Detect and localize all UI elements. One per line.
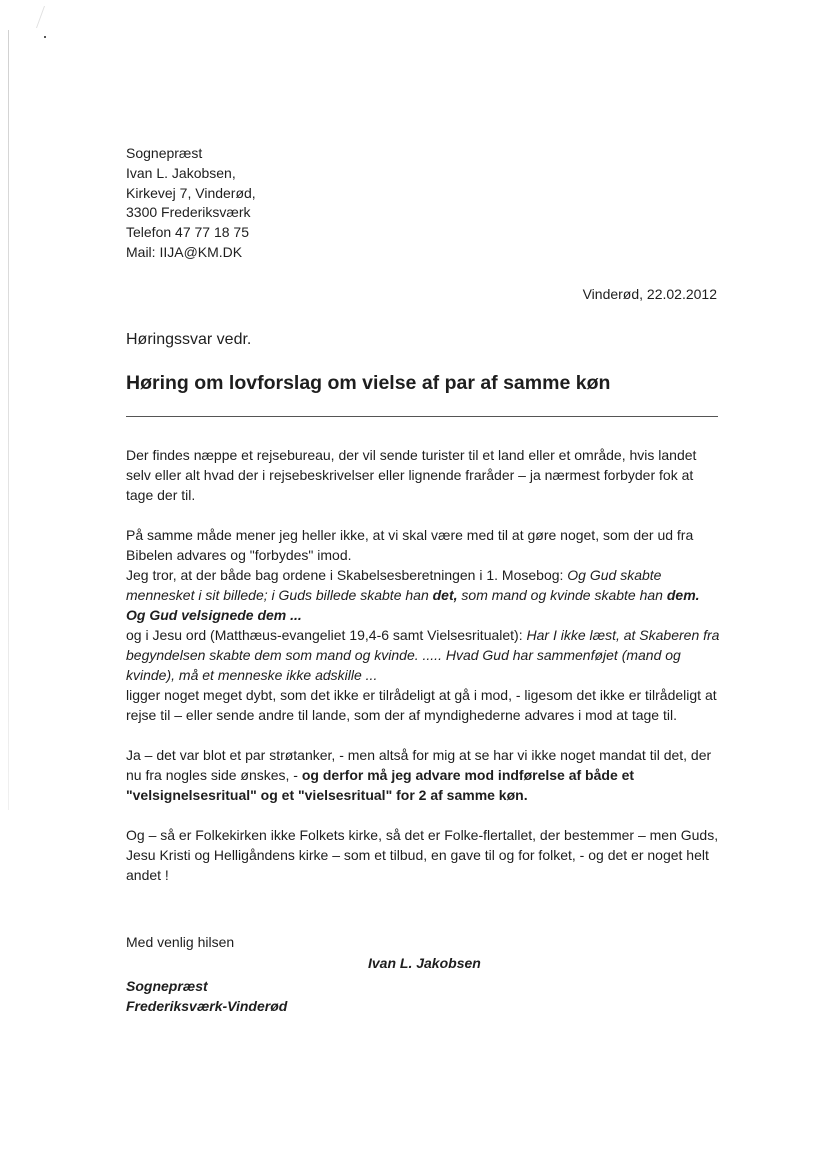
signature-role-block (126, 976, 287, 1016)
paragraph-4-warning: og derfor må jeg advare mod indførelse af både et "velsignelsesritual" og et "vielsesritual" for 2 af samme køn. (126, 767, 635, 803)
title-divider (126, 416, 718, 417)
signature-title: Sognepræst (126, 978, 208, 994)
matthew-quote: Har I ikke læst, at Skaberen fra begyndelsen skabte dem som mand og kvinde. ..... Hvad Gud har sammenføjet (mand og kvinde), må et menneske ikke adskille ... (126, 627, 720, 683)
place-date: Vinderød, 22.02.2012 (582, 286, 717, 302)
closing-salutation: Med venlig hilsen (126, 934, 235, 950)
sender-mail: Mail: IIJA@KM.DK (126, 243, 243, 260)
signature-parish: Frederiksværk-Vinderød (126, 998, 288, 1014)
paragraph-5: Og – så er Folkekirken ikke Folkets kirke, så det er Folke-flertallet, der bestemmer – men Guds, Jesu Kristi og Helligåndens kirke – som et tilbud, en gave til og for folket, - og det er noget helt andet ! (126, 827, 719, 883)
paragraph-3-matthew (126, 625, 721, 685)
scan-speck (44, 36, 46, 38)
letter-body (126, 445, 721, 905)
scan-edge-shadow (8, 30, 9, 810)
subject-prefix: Høringssvar vedr. (126, 331, 252, 348)
document-title: Høring om lovforslag om vielse af par af samme køn (126, 372, 611, 394)
sender-city: 3300 Frederiksværk (126, 204, 251, 221)
matthew-intro: og i Jesu ord (Matthæus-evangeliet 19,4-6 samt Vielsesritualet): (126, 627, 523, 643)
sender-title: Sognepræst (126, 145, 203, 161)
sender-phone: Telefon 47 77 18 75 (126, 224, 249, 241)
paragraph-4-dash: - (289, 767, 302, 783)
sender-address-block (126, 144, 256, 263)
sender-street: Kirkevej 7, Vinderød, (126, 184, 256, 201)
genesis-quote-emph2: dem. Og Gud velsignede dem ... (126, 587, 700, 623)
genesis-quote-cont: som mand og kvinde skabte han (461, 587, 663, 603)
paragraph-4 (126, 745, 721, 805)
paragraph-2: På samme måde mener jeg heller ikke, at vi skal være med til at gøre noget, som der ud fra Bibelen advares og "forbydes" imod. (126, 527, 694, 563)
paragraph-3-genesis (126, 565, 721, 625)
genesis-quote: Og Gud skabte mennesket i sit billede; i Guds billede skabte han (126, 567, 662, 603)
paragraph-4-text: Ja – det var blot et par strøtanker, - men altså for mig at se har vi ikke noget mandat til det, der nu fra nogles side ønskes, (126, 747, 712, 783)
genesis-quote-emph: det, (432, 587, 458, 603)
genesis-intro: Jeg tror, at der både bag ordene i Skabelsesberetningen i 1. Mosebog: (126, 567, 564, 583)
paragraph-3-conclusion: ligger noget meget dybt, som det ikke er tilrådeligt at gå i mod, - ligesom det ikke er tilrådeligt at rejse til – eller sende andre til lande, som der af myndighederne advares i mod at tage til. (126, 687, 717, 723)
signature-name: Ivan L. Jakobsen (368, 955, 481, 971)
sender-name: Ivan L. Jakobsen, (126, 164, 236, 181)
scan-mark (36, 6, 59, 28)
paragraph-1: Der findes næppe et rejsebureau, der vil sende turister til et land eller et område, hvis landet selv eller alt hvad der i rejsebeskrivelser eller lignende fraråder – ja nærmest forbyder fok at tage der til. (126, 447, 697, 503)
